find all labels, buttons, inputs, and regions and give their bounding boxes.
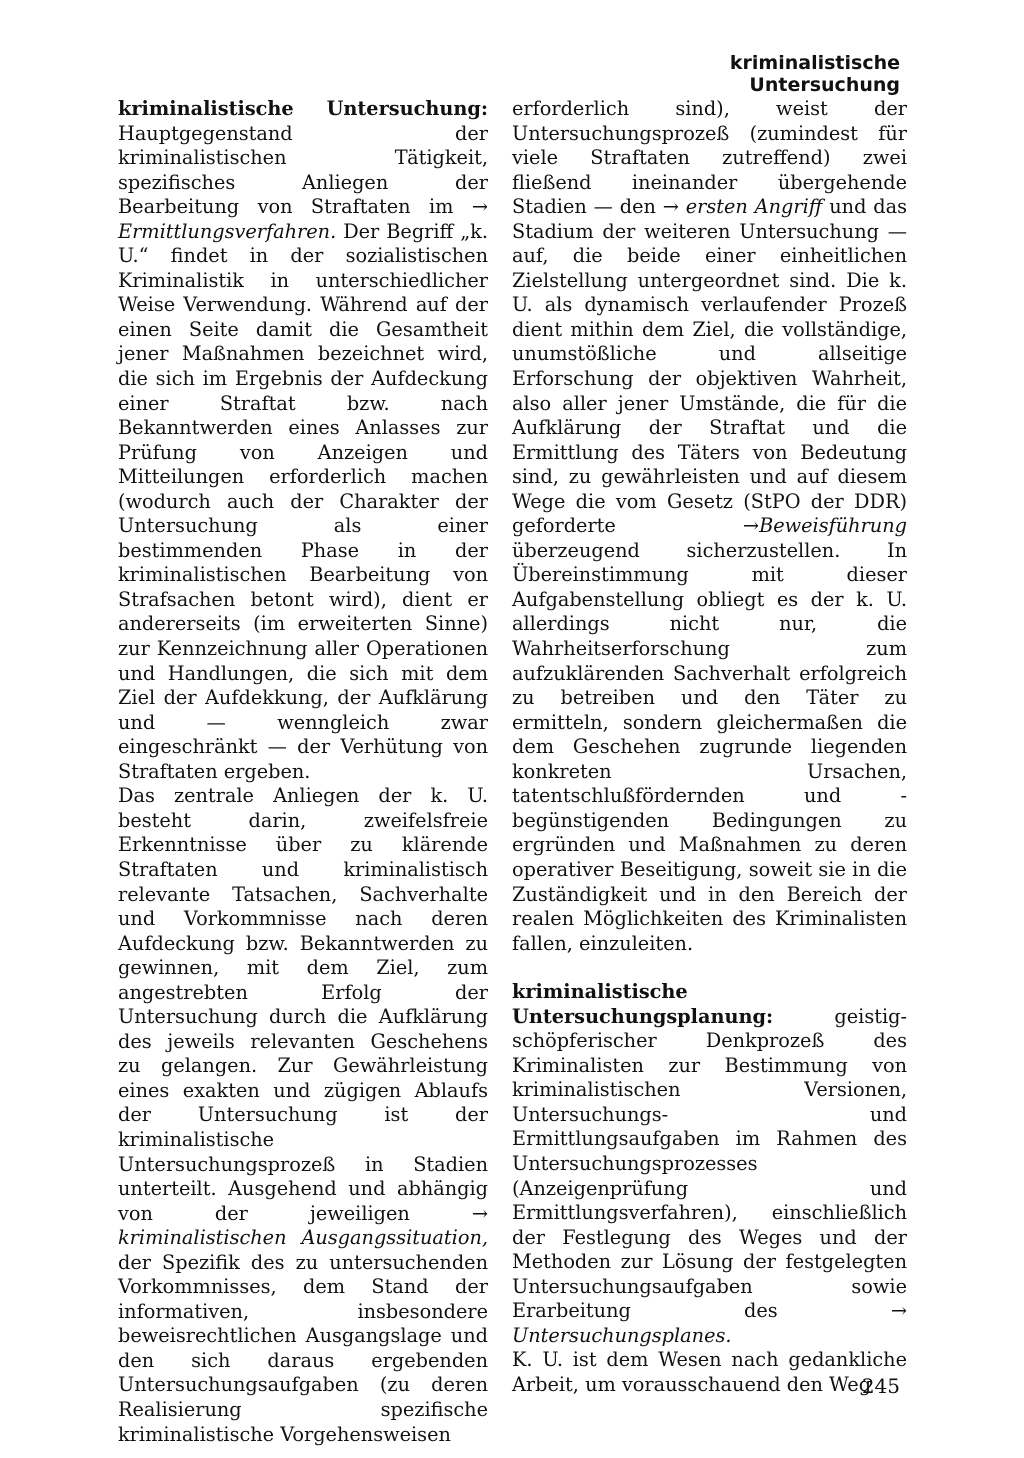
- right-column: [512, 97, 907, 1397]
- text-run: erforderlich sind), weist der Untersuchungsprozeß (zumindest für viele Straftaten zutreffend) zwei fließend ineinander übergehende Stadien — den →: [512, 97, 907, 219]
- text-run: und das Stadium der weiteren Untersuchung — auf, die beide einer einheitlichen Zielstellung untergeordnet sind. Die k. U. als dynamisch verlaufender Prozeß dient mithin dem Ziel, die vollständige, unumstößliche und allseitige Erforschung der objektiven Wahrheit, also aller jener Umstände, die für die Aufklärung der Straftat und die Ermittlung des Täters von Bedeutung sind, zu gewährleisten und auf diesem Wege die vom Gesetz (StPO der DDR) geforderte →: [512, 195, 908, 538]
- entry-untersuchungsplanung-paragraph-1: [512, 980, 907, 1348]
- text-run: Hauptgegenstand der kriminalistischen Tätigkeit, spezifisches Anliegen der Bearbeitung von Straftaten im →: [118, 121, 488, 219]
- text-run: überzeugend sicherzustellen. In Übereinstimmung mit dieser Aufgabenstellung obliegt es der k. U. allerdings nicht nur, die Wahrheitserforschung zum aufzuklärenden Sachverhalt erfolgreich zu betreiben und den Täter zu ermitteln, sondern gleichermaßen die dem Geschehen zugrunde liegenden konkreten Ursachen, tatentschlußfördernden und -begünstigenden Bedingungen zu ergründen und Maßnahmen zu deren operativer Beseitigung, soweit sie in die Zuständigkeit und in den Bereich der realen Möglichkeiten des Kriminalisten fallen, einzuleiten.: [512, 538, 907, 955]
- text-run: Der Begriff „k. U.“ findet in der sozialistischen Kriminalistik in unterschiedlicher Weise Verwendung. Während auf der einen Seite damit die Gesamtheit jener Maßnahmen bezeichnet wird, die sich im Ergebnis der Aufdeckung einer Straftat bzw. nach Bekanntwerden eines Anlasses zur Prüfung von Anzeigen und Mitteilungen erforderlich machen (wodurch auch der Charakter der Untersuchung als einer bestimmenden Phase in der kriminalistischen Bearbeitung von Strafsachen betont wird), dient er andererseits (im erweiterten Sinne) zur Kennzeichnung aller Operationen und Handlungen, die sich mit dem Ziel der Aufdekkung, der Aufklärung und — wenngleich zwar eingeschränkt — der Verhütung von Straftaten ergeben.: [118, 219, 488, 783]
- cross-reference: Beweisführung: [759, 514, 907, 538]
- entry-term: kriminalistische Untersuchungsplanung:: [512, 980, 774, 1028]
- entry-untersuchung-paragraph-1: [118, 97, 488, 784]
- running-head: kriminalistische Untersuchung: [729, 52, 900, 96]
- cross-reference: Ermittlungsverfahren.: [118, 219, 337, 243]
- cross-reference: kriminalistischen Ausgangssituation,: [118, 1226, 488, 1250]
- entry-term: kriminalistische Untersuchung:: [118, 97, 488, 120]
- text-run: geistig-schöpferischer Denkprozeß des Kriminalisten zur Bestimmung von kriminalistischen Versionen, Untersuchungs- und Ermittlungsaufgaben im Rahmen des Untersuchungsprozesses (Anzeigenprüfung und Ermittlungsverfahren), einschließlich der Festlegung des Weges und der Methoden zur Lösung der festgelegten Untersuchungsaufgaben sowie Erarbeitung des →: [512, 1004, 907, 1323]
- cross-reference: ersten Angriff: [685, 195, 823, 219]
- entry-untersuchung-paragraph-2-continued: [512, 97, 907, 956]
- left-column: [118, 97, 488, 1447]
- text-run: Das zentrale Anliegen der k. U. besteht darin, zweifelsfreie Erkenntnisse über zu klärende Straftaten und kriminalistisch relevante Tatsachen, Sachverhalte und Vorkommnisse nach deren Aufdeckung bzw. Bekanntwerden zu gewinnen, mit dem Ziel, zum angestrebten Erfolg der Untersuchung durch die Aufklärung des jeweils relevanten Geschehens zu gelangen. Zur Gewährleistung eines exakten und zügigen Ablaufs der Untersuchung ist der kriminalistische Untersuchungsprozeß in Stadien unterteilt. Ausgehend und abhängig von der jeweiligen →: [118, 784, 488, 1225]
- text-run: der Spezifik des zu untersuchenden Vorkommnisses, dem Stand der informativen, insbesondere beweisrechtlichen Ausgangslage und den sich daraus ergebenden Untersuchungsaufgaben (zu deren Realisierung spezifische kriminalistische Vorgehensweisen: [118, 1250, 488, 1446]
- text-run: K. U. ist dem Wesen nach gedankliche Arbeit, um vorausschauend den Weg: [512, 1348, 907, 1396]
- entry-untersuchung-paragraph-2: [118, 784, 488, 1447]
- page-number: 245: [861, 1374, 900, 1398]
- cross-reference: Untersuchungsplanes.: [512, 1323, 732, 1347]
